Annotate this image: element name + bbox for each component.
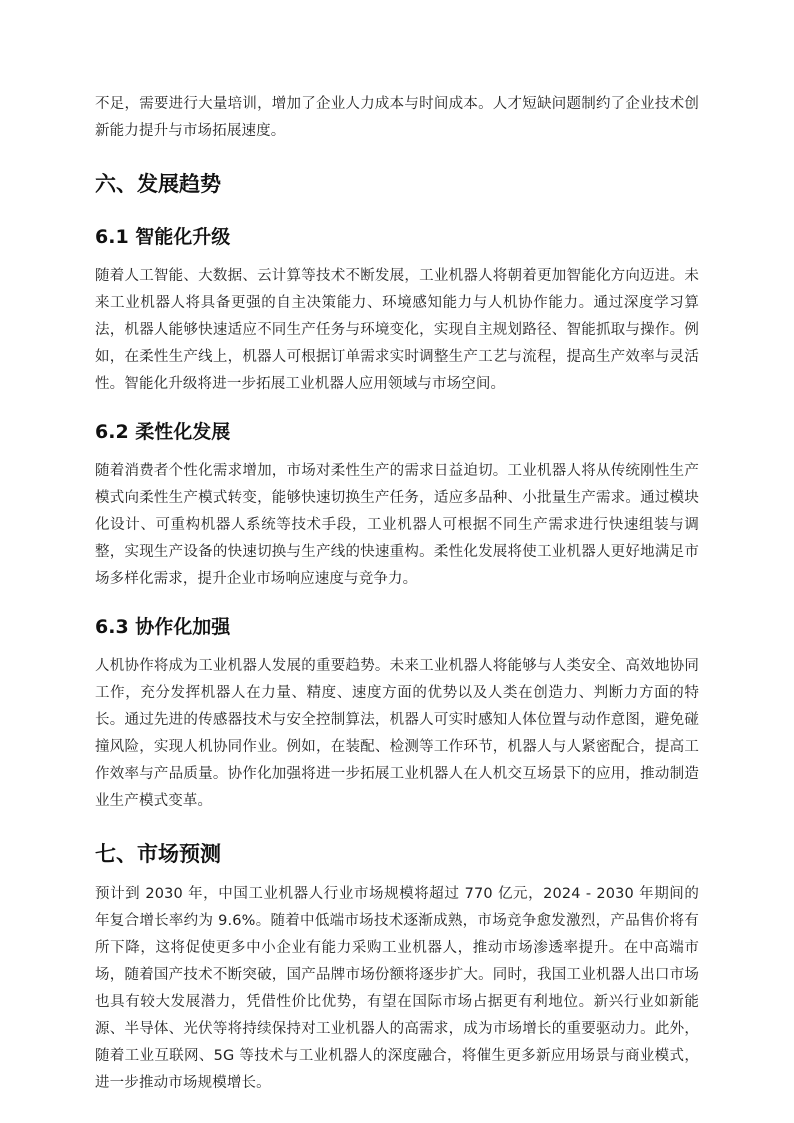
section-heading-development-trends: 六、发展趋势: [95, 172, 221, 196]
subsection-heading-collaboration: 6.3 协作化加强: [95, 616, 231, 638]
subsection-heading-intelligent-upgrade: 6.1 智能化升级: [95, 226, 231, 248]
section-heading-market-forecast: 七、市场预测: [95, 842, 221, 866]
paragraph-market-forecast: 预计到 2030 年，中国工业机器人行业市场规模将超过 770 亿元，2024 - 2030 年期间的年复合增长率约为 9.6%。随着中低端市场技术逐渐成熟，市场竞争愈发激烈，产品售价将有所下降，这将促使更多中小企业有能力采购工业机器人，推动市场渗透率提升。在中高端市场，随着国产技术不断突破，国产品牌市场份额将逐步扩大。同时，我国工业机器人出口市场也具有较大发展潜力，凭借性价比优势，有望在国际市场占据更有利地位。新兴行业如新能源、半导体、光伏等将持续保持对工业机器人的高需求，成为市场增长的重要驱动力。此外，随着工业互联网、5G 等技术与工业机器人的深度融合，将催生更多新应用场景与商业模式，进一步推动市场规模增长。: [95, 886, 699, 1091]
paragraph-flexible-development: 随着消费者个性化需求增加，市场对柔性生产的需求日益迫切。工业机器人将从传统刚性生产模式向柔性生产模式转变，能够快速切换生产任务，适应多品种、小批量生产需求。通过模块化设计、可重构机器人系统等技术手段，工业机器人可根据不同生产需求进行快速组装与调整，实现生产设备的快速切换与生产线的快速重构。柔性化发展将使工业机器人更好地满足市场多样化需求，提升企业市场响应速度与竞争力。: [95, 463, 699, 587]
subsection-heading-flexible-development: 6.2 柔性化发展: [95, 421, 231, 443]
intro-paragraph: 不足，需要进行大量培训，增加了企业人力成本与时间成本。人才短缺问题制约了企业技术创新能力提升与市场拓展速度。: [95, 96, 699, 139]
document-page: [95, 88, 699, 1097]
paragraph-collaboration: 人机协作将成为工业机器人发展的重要趋势。未来工业机器人将能够与人类安全、高效地协同工作，充分发挥机器人在力量、精度、速度方面的优势以及人类在创造力、判断力方面的特长。通过先进的传感器技术与安全控制算法，机器人可实时感知人体位置与动作意图，避免碰撞风险，实现人机协同作业。例如，在装配、检测等工作环节，机器人与人紧密配合，提高工作效率与产品质量。协作化加强将进一步拓展工业机器人在人机交互场景下的应用，推动制造业生产模式变革。: [95, 658, 699, 809]
paragraph-intelligent-upgrade: 随着人工智能、大数据、云计算等技术不断发展，工业机器人将朝着更加智能化方向迈进。未来工业机器人将具备更强的自主决策能力、环境感知能力与人机协作能力。通过深度学习算法，机器人能够快速适应不同生产任务与环境变化，实现自主规划路径、智能抓取与操作。例如，在柔性生产线上，机器人可根据订单需求实时调整生产工艺与流程，提高生产效率与灵活性。智能化升级将进一步拓展工业机器人应用领域与市场空间。: [95, 268, 699, 392]
